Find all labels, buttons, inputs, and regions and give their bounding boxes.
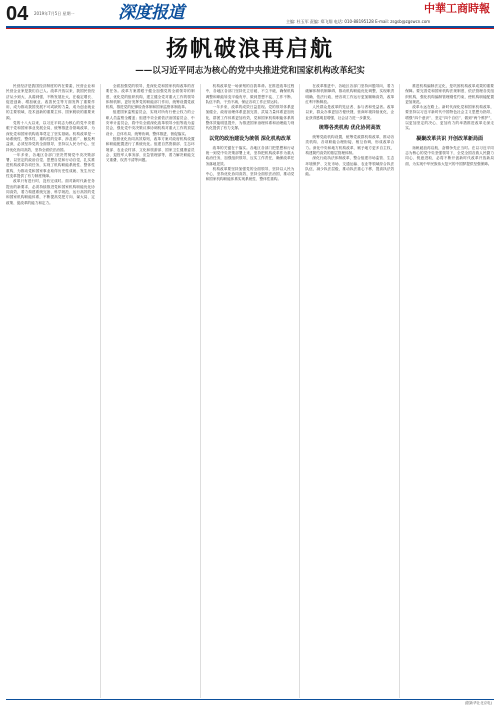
- column-divider: [399, 84, 400, 698]
- article-subhead: ——以习近平同志为核心的党中央推进党和国家机构改革纪实: [135, 66, 365, 76]
- newspaper-logo: 中華工商時報: [424, 2, 490, 15]
- paragraph: 推进机构编制法定化，是巩固机构改革成果的重要保障。要完善党和国家机构法规制度，依法管理各类组织机构，强化机构编制管理刚性约束，使机构职能配置更加规范。: [405, 84, 494, 104]
- article-headline: 扬帆破浪再启航: [165, 36, 334, 62]
- paragraph: 机构改革要坚持加强党的全面领导，坚持以人民为中心，坚持优化协同高效，坚持全面依法治国，推动党和国家机构职能体系实现系统性、整体性重构。: [205, 166, 295, 182]
- paragraph: 改革只有进行时，没有完成时。面对新时代新任务提出的新要求，必须持续推进党和国家机构职能优化协同高效，着力构建系统完备、科学规范、运行高效的党和国家机构职能体系，不断提高党把方向、谋大局、定政策、促改革的能力和定力。: [6, 179, 95, 205]
- paragraph: 改革永远在路上。新时代深化党和国家机构改革，要坚持以习近平新时代中国特色社会主义思想为指导，增强“四个意识”、坚定“四个自信”、做到“两个维护”，以更加坚定的决心、更加有力的举措推进改革走深走实。: [405, 105, 494, 131]
- paragraph: 民营经济是我国经济制度的内在要素，民营企业和民营企业家是我们自己人。改革开放以来，我国民营经济从小到大、从弱到强，不断发展壮大，在稳定增长、促进创新、增加就业、改善民生等方面发挥了重要作用，成为推动我国发展不可或缺的力量，成为创业就业的主要领域、技术创新的重要主体、国家税收的重要来源。: [6, 84, 95, 120]
- text-column: [206, 84, 295, 698]
- section-title: 深度报道: [118, 3, 184, 23]
- column-divider: [200, 84, 201, 698]
- paragraph: 人民群众是改革的见证者、参与者和受益者。改革以来，群众办事更加方便快捷，营商环境持续优化，企业获得感明显增强，社会活力进一步激发。: [305, 105, 395, 120]
- issue-date: 2019年7月5日 星期一: [34, 11, 75, 16]
- paragraph: 一年多来，改革的成效日益显现。党的领导体系更加健全，政府治理体系更加完善，武装力量体系更加优化，群团工作体系更加有效，党和国家机构职能体系的整体效能明显提升，为推进国家治理体系和治理能力现代化提供了有力支撑。: [205, 105, 295, 131]
- paragraph: 按照优化协同高效原则，改革方案对政府机构设置和职能配置进行了系统优化。组建自然资源部、生态环境部、农业农村部、文化和旅游部、国家卫生健康委员会、退役军人事务部、应急管理部等，着力解决职能交叉重叠、权责不清等问题。: [105, 136, 195, 163]
- paragraph: 改革的关键在于落实。各地区各部门把思想和行动统一到党中央决策部署上来，坚持把机构改革作为重大政治任务，加强组织领导，压实工作责任，确保改革任务落地见效。: [205, 145, 295, 166]
- paragraph: 机构改革是一场深刻的自我革命。在推进改革过程中，各地区各部门坚持先立后破、不立不破，确保机构调整和职能转变平稳有序，做到思想不乱、工作不断、队伍不散、干劲不减，保证各项工作正常运转。: [205, 84, 295, 104]
- header-divider-accent: [6, 28, 494, 29]
- paragraph: 深化行政执法体制改革，整合组建市场监管、生态环境保护、文化市场、交通运输、农业等领域综合执法队伍，减少执法层级，推动执法重心下移，提高执法效能。: [305, 156, 395, 177]
- section-subtitle: 以党的政治建设为统领 深化机构改革: [209, 135, 291, 142]
- column-divider: [100, 84, 101, 698]
- page-number: 04: [6, 3, 29, 25]
- paragraph: 组建国家监察委员会，实现对所有行使公权力的公职人员监察全覆盖；组建中央全面依法治国委员会、中央审计委员会，将中央全面深化改革领导小组等改为委员会，强化党中央决策议事协调机构对重大工作的顶层设计、总体布局、统筹协调、整体推进、督促落实。: [105, 110, 195, 136]
- source-note: (据新华社北京电): [464, 701, 492, 705]
- section-subtitle: 凝聚改革共识 开创改革新局面: [416, 135, 483, 142]
- footer-divider: [6, 699, 494, 700]
- column-divider: [299, 84, 300, 698]
- text-column: [6, 84, 95, 698]
- text-column: [405, 84, 494, 698]
- paragraph: 扬帆破浪再启航，奋楫争先正当时。在以习近平同志为核心的党中央坚强领导下，全党全国各族人民勠力同心、锐意进取，必将不断开创新时代改革开放新局面，为实现中华民族伟大复兴的中国梦提供坚强保障。: [405, 145, 494, 166]
- editor-info: 主编: 杜玉军 责编: 郑飞翔 电话: 010-88195128 E-mail: zsgsb@zgswcn.com: [286, 19, 431, 24]
- article-body: [6, 84, 494, 698]
- paragraph: 在改革推进中，各地区各部门坚持问题导向，着力破解体制机制障碍，推动机构职能优化调整，实现职责明确、依法行政，使各项工作运行更加顺畅高效，改革红利不断释放。: [305, 84, 395, 104]
- paragraph: 全面加强党的领导，是深化党和国家机构改革的首要任务。改革方案着眼于健全加强党的全面领导的制度，优化党的组织机构，建立健全党对重大工作的领导体制机制，更好发挥党的职能部门作用，统筹设置党政机构，推进党的纪律检查体制和国家监察体制改革。: [105, 84, 195, 110]
- paragraph: 一年多来，各地区各部门坚决贯彻党中央决策部署，以坚定的政治自觉、思想自觉和行动自觉，扎实推进机构改革各项任务，实现了机构职能系统性、整体性重构，为推动党和国家事业取得历史性成就、发生历史性变革提供了有力制度保障。: [6, 152, 95, 179]
- text-column: [305, 84, 394, 698]
- paragraph: 党的十八大以来，以习近平同志为核心的党中央着眼于党和国家事业发展全局，统筹推进各领域改革，为深化党和国家机构改革奠定了坚实基础。机构改革是一场系统性、整体性、重构性的变革，涉及面广、触及利益深，必须坚持党的全面领导，坚持以人民为中心，坚持优化协同高效，坚持全面依法治国。: [6, 121, 95, 152]
- section-subtitle: 统筹各类机构 优化协同高效: [318, 125, 381, 132]
- text-column: [106, 84, 195, 698]
- paragraph: 统筹党政机构设置，统筹党政群机构改革，推动各类机构、各项职能合理衔接、相互协调，形成改革合力。深化中央和地方机构改革，赋予地方更多自主权，构建简约高效的基层管理体制。: [305, 135, 395, 155]
